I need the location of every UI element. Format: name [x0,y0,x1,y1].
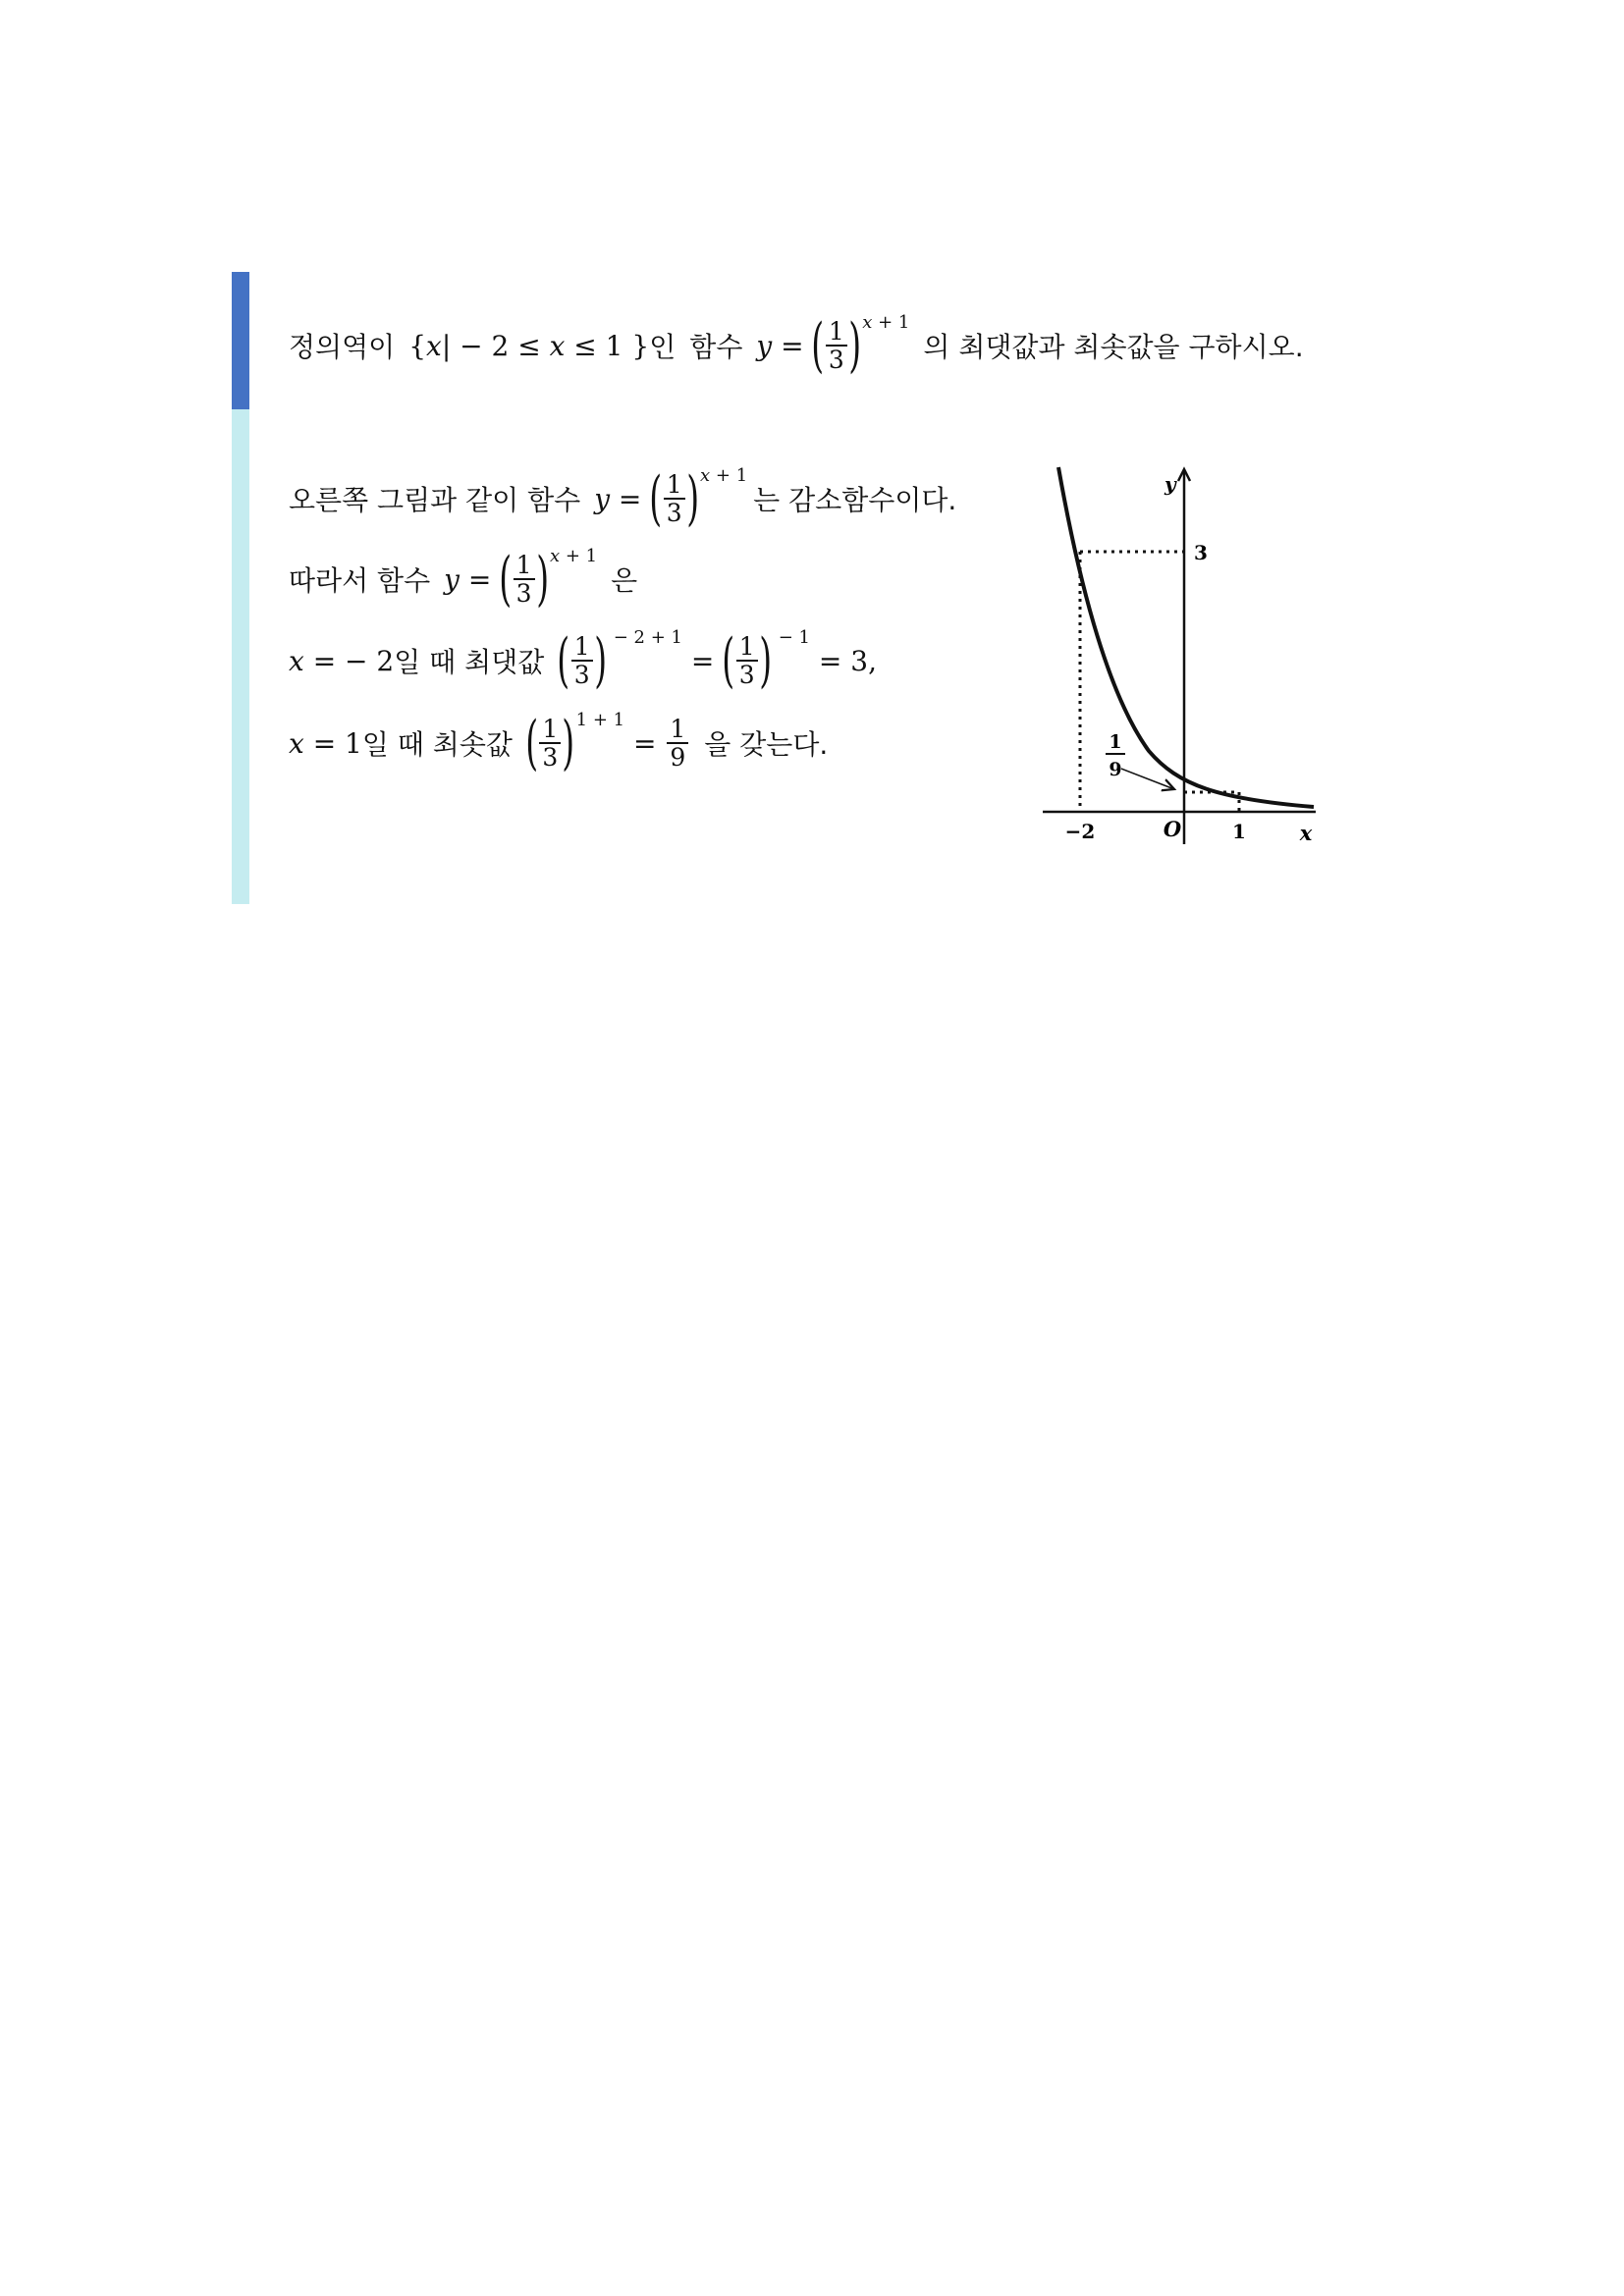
label-frac-den: 9 [1109,759,1122,780]
question-set-close: } [631,329,650,362]
fraction-numerator: 1 [666,469,682,499]
origin-label: O [1163,817,1182,841]
fraction-numerator: 1 [515,550,532,579]
curve [1058,467,1314,807]
answer4-eq: = [624,726,666,760]
answer4-tail: 을 갖는다. [704,728,829,761]
question-tail: 의 최댓값과 최솟값을 구하시오. [923,331,1304,363]
exponent-var: x [700,465,711,486]
answer1-fraction [664,471,685,527]
paren-right: ) [848,311,861,380]
answer3-exponent-2: − 1 [773,627,810,648]
fraction-numerator: 1 [542,714,559,743]
tick-neg2: −2 [1064,820,1096,843]
exponent-rest: + 1 [560,546,598,566]
question-fraction [826,318,847,374]
question-set-tail: ≤ 1 [565,329,632,362]
exponent-var: x [862,312,873,333]
label-frac-num: 1 [1109,731,1122,753]
fraction-denominator: 3 [826,345,847,374]
answer4-eq-val: = 1 [303,726,362,760]
answer3-eq: = [682,644,724,677]
tick-1: 1 [1232,820,1246,843]
answer1-exponent [700,465,747,486]
answer3-x: x [289,644,304,677]
exponential-graph [1021,442,1335,854]
fraction-numerator: 1 [738,631,755,661]
fraction-numerator: 1 [828,316,844,346]
question-exponent [862,312,909,333]
answer3-eq-val: = − 2 [303,644,395,677]
fraction-denominator: 3 [736,660,758,689]
answer3-exponent: − 2 + 1 [608,627,682,648]
answer3-fraction-2 [736,633,758,689]
question-eq: = [772,329,813,362]
fraction-numerator: 1 [670,714,686,743]
answer2-lead: 따라서 함수 [289,564,431,597]
answer-line-4: x = 1 일 때 최솟값 ( $\frac{1}{3}$ ) 1 + 1 = $\frac{1}{9}$ 을 갖는다. [289,709,829,777]
question-set-open: { [408,329,427,362]
question-word-func: 함수 [689,331,743,363]
fraction-denominator: 3 [571,660,593,689]
answer4-exponent: 1 + 1 [575,710,625,730]
answer4-x: x [289,726,304,760]
answer3-word: 일 때 최댓값 [394,646,545,678]
exponent-rest: + 1 [872,312,910,333]
exponent-rest: + 1 [710,465,748,486]
fraction-denominator: 3 [664,498,685,527]
answer2-eq: = [459,562,501,596]
question-word-in: 인 [649,331,677,363]
fraction-denominator: 9 [667,742,688,772]
answer1-lead: 오른쪽 그림과 같이 함수 [289,484,581,516]
answer4-fraction [539,716,561,772]
x-label: x [1299,821,1313,845]
answer2-exponent [550,546,597,566]
answer1-eq: = [610,482,651,515]
paren-left: ( [811,311,825,380]
answer1-tail: 는 감소함수이다. [753,484,957,516]
answer4-word: 일 때 최솟값 [361,728,513,761]
fraction-denominator: 3 [514,578,535,608]
answer-line-1: 오른쪽 그림과 같이 함수 y = ( $\frac{1}{3}$ ) x + 1 는 감소함수이다. [289,464,957,533]
question-word-domain: 정의역이 [289,331,396,363]
answer2-fraction [514,552,535,608]
question-set-var: x [426,329,442,362]
answer3-result: = 3, [810,644,877,677]
label-3: 3 [1194,541,1208,564]
answer3-fraction [571,633,593,689]
answer1-y: y [594,482,611,515]
answer2-y: y [444,562,460,596]
answer-line-2: 따라서 함수 y = ( $\frac{1}{3}$ ) x + 1 은 [289,545,638,614]
question-accent-bar [232,272,249,409]
question-y: y [756,329,773,362]
answer-accent-bar [232,409,249,904]
question-set-cond: | − 2 ≤ [441,329,550,362]
answer-line-3: x = − 2 일 때 최댓값 ( $\frac{1}{3}$ ) − 2 + 1 = ( $\frac{1}{3}$ ) − 1 = 3, [289,626,877,695]
exponent-var: x [550,546,561,566]
question-line [289,311,1304,380]
annotation-arrow [1121,769,1174,789]
question-set-var2: x [549,329,566,362]
y-label: y [1164,472,1176,496]
fraction-denominator: 3 [539,742,561,772]
answer4-fraction-2 [667,716,688,772]
fraction-numerator: 1 [573,631,590,661]
answer2-tail: 은 [611,564,638,597]
